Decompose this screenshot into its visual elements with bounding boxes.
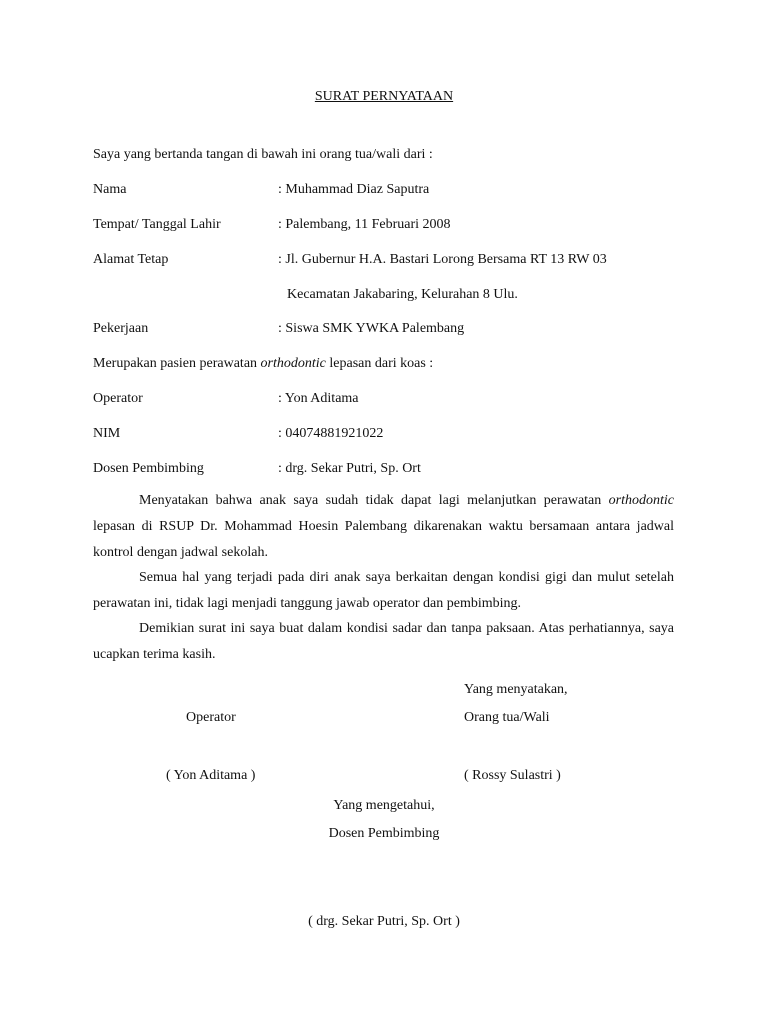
guardian-role: Orang tua/Wali	[464, 710, 550, 725]
supervisor-signature-name: ( drg. Sekar Putri, Sp. Ort )	[308, 914, 460, 929]
field-label-nama: Nama	[93, 182, 127, 197]
field-value-address: : Jl. Gubernur H.A. Bastari Lorong Bersama RT 13 RW 03	[278, 252, 607, 267]
field-value-nama: : Muhammad Diaz Saputra	[278, 182, 430, 197]
operator-role: Operator	[186, 710, 236, 725]
field-value-operator: : Yon Aditama	[278, 391, 359, 406]
field-label-supervisor: Dosen Pembimbing	[93, 461, 204, 476]
patient-line-before: Merupakan pasien perawatan	[93, 356, 261, 371]
field-value-nim: : 04074881921022	[278, 426, 384, 441]
acknowledged-heading: Yang mengetahui,	[333, 798, 435, 813]
field-label-job: Pekerjaan	[93, 321, 149, 336]
field-label-birth: Tempat/ Tanggal Lahir	[93, 217, 221, 232]
paragraph-statement-italic: orthodontic	[608, 493, 674, 508]
paragraph-statement-before: Menyatakan bahwa anak saya sudah tidak dapat lagi melanjutkan perawatan	[139, 493, 609, 508]
patient-line-italic: orthodontic	[260, 356, 326, 371]
field-label-address: Alamat Tetap	[93, 252, 169, 267]
field-value-job: : Siswa SMK YWKA Palembang	[278, 321, 465, 336]
patient-line-after: lepasan dari koas :	[325, 356, 434, 371]
guardian-signature-name: ( Rossy Sulastri )	[464, 768, 561, 783]
intro-text: Saya yang bertanda tangan di bawah ini orang tua/wali dari :	[93, 147, 433, 162]
field-label-nim: NIM	[93, 426, 121, 441]
field-value-address-cont: Kecamatan Jakabaring, Kelurahan 8 Ulu.	[287, 287, 518, 302]
field-value-birth: : Palembang, 11 Februari 2008	[278, 217, 451, 232]
operator-signature-name: ( Yon Aditama )	[166, 768, 256, 783]
declarant-heading: Yang menyatakan,	[464, 682, 568, 697]
paragraph-closing: Demikian surat ini saya buat dalam kondisi sadar dan tanpa paksaan. Atas perhatiannya, saya ucapkan terima kasih.	[93, 621, 674, 662]
field-label-operator: Operator	[93, 391, 143, 406]
document-title: SURAT PERNYATAAN	[314, 89, 454, 104]
paragraph-statement	[93, 488, 674, 566]
paragraph-responsibility: Semua hal yang terjadi pada diri anak saya berkaitan dengan kondisi gigi dan mulut setelah perawatan ini, tidak lagi menjadi tanggung jawab operator dan pembimbing.	[93, 570, 674, 611]
supervisor-role: Dosen Pembimbing	[328, 826, 440, 841]
field-value-supervisor: : drg. Sekar Putri, Sp. Ort	[278, 461, 421, 476]
patient-line	[93, 355, 433, 372]
paragraph-statement-after: lepasan di RSUP Dr. Mohammad Hoesin Palembang dikarenakan waktu bersamaan antara jadwal kontrol dengan jadwal sekolah.	[93, 519, 674, 560]
